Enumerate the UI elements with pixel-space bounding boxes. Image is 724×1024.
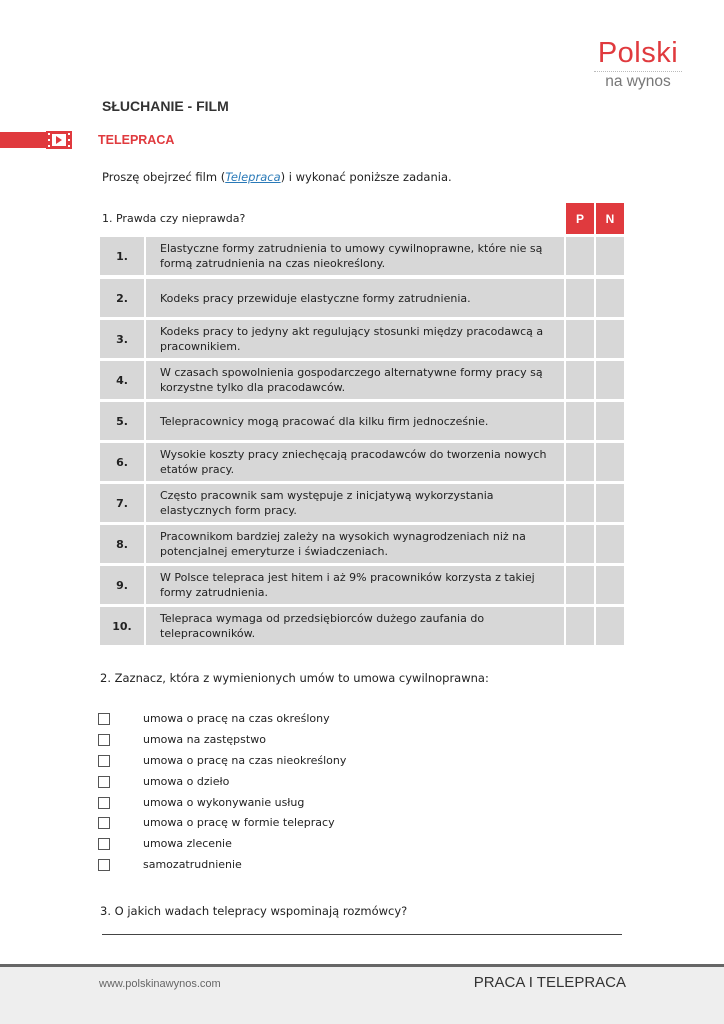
table-row (100, 402, 626, 440)
answer-cell-p[interactable] (566, 237, 594, 275)
checkbox-label: umowa o dzieło (143, 775, 230, 788)
intro-after: ) i wykonać poniższe zadania. (280, 170, 452, 184)
answer-cell-p[interactable] (566, 320, 594, 358)
row-number: 9. (100, 566, 144, 604)
footer-url[interactable]: www.polskinawynos.com (99, 978, 221, 990)
row-statement: W czasach spowolnienia gospodarczego alternatywne formy pracy są korzystne tylko dla pracodawców. (146, 361, 564, 399)
row-statement: Telepraca wymaga od przedsiębiorców dużego zaufania do telepracowników. (146, 607, 564, 645)
checkbox[interactable] (98, 797, 110, 809)
row-number: 4. (100, 361, 144, 399)
answer-cell-p[interactable] (566, 443, 594, 481)
answer-cell-n[interactable] (596, 402, 624, 440)
row-number: 5. (100, 402, 144, 440)
column-header-p: P (566, 203, 594, 234)
answer-cell-p[interactable] (566, 607, 594, 645)
checkbox[interactable] (98, 776, 110, 788)
table-row (100, 484, 626, 522)
answer-cell-n[interactable] (596, 484, 624, 522)
intro-text (102, 170, 452, 184)
task1-title: 1. Prawda czy nieprawda? (102, 212, 246, 225)
page-title: SŁUCHANIE - FILM (102, 98, 229, 114)
answer-cell-n[interactable] (596, 607, 624, 645)
logo-main-text: Polski (597, 37, 679, 69)
row-statement: Elastyczne formy zatrudnienia to umowy cywilnoprawne, które nie są formą zatrudnienia na czas nieokreślony. (146, 237, 564, 275)
checkbox[interactable] (98, 838, 110, 850)
answer-cell-p[interactable] (566, 402, 594, 440)
answer-cell-p[interactable] (566, 525, 594, 563)
row-number: 2. (100, 279, 144, 317)
logo-sub-text: na wynos (605, 73, 671, 90)
column-header-n: N (596, 203, 624, 234)
checkbox[interactable] (98, 713, 110, 725)
answer-cell-n[interactable] (596, 525, 624, 563)
film-link[interactable]: Telepraca (225, 170, 281, 184)
answer-cell-p[interactable] (566, 566, 594, 604)
table-row (100, 525, 626, 563)
logo-divider (594, 71, 682, 72)
checkbox[interactable] (98, 817, 110, 829)
answer-cell-n[interactable] (596, 320, 624, 358)
answer-cell-n[interactable] (596, 443, 624, 481)
checkbox-label: samozatrudnienie (143, 858, 242, 871)
checkbox-label: umowa o pracę na czas nieokreślony (143, 754, 347, 767)
table-row (100, 607, 626, 645)
table-row (100, 237, 626, 275)
row-number: 1. (100, 237, 144, 275)
row-number: 10. (100, 607, 144, 645)
row-statement: Kodeks pracy przewiduje elastyczne formy zatrudnienia. (146, 279, 564, 317)
checkbox[interactable] (98, 734, 110, 746)
answer-cell-p[interactable] (566, 279, 594, 317)
row-number: 7. (100, 484, 144, 522)
row-number: 3. (100, 320, 144, 358)
film-strip-icon (46, 131, 72, 149)
table-row (100, 443, 626, 481)
table-row (100, 566, 626, 604)
checkbox-label: umowa na zastępstwo (143, 733, 266, 746)
task3-title: 3. O jakich wadach telepracy wspominają rozmówcy? (100, 904, 408, 918)
answer-cell-n[interactable] (596, 279, 624, 317)
answer-cell-p[interactable] (566, 484, 594, 522)
row-number: 6. (100, 443, 144, 481)
checkbox-label: umowa o pracę na czas określony (143, 712, 330, 725)
table-row (100, 361, 626, 399)
row-statement: Pracownikom bardziej zależy na wysokich wynagrodzeniach niż na potencjalnej emeryturze i świadczeniach. (146, 525, 564, 563)
intro-before: Proszę obejrzeć film ( (102, 170, 226, 184)
answer-cell-p[interactable] (566, 361, 594, 399)
table-row (100, 320, 626, 358)
checkbox[interactable] (98, 859, 110, 871)
row-statement: Często pracownik sam występuje z inicjatywą wykorzystania elastycznych form pracy. (146, 484, 564, 522)
answer-cell-n[interactable] (596, 566, 624, 604)
answer-line[interactable] (102, 934, 622, 935)
table-row (100, 279, 626, 317)
row-statement: Wysokie koszty pracy zniechęcają pracodawców do tworzenia nowych etatów pracy. (146, 443, 564, 481)
row-number: 8. (100, 525, 144, 563)
answer-cell-n[interactable] (596, 361, 624, 399)
checkbox-label: umowa o wykonywanie usług (143, 796, 305, 809)
row-statement: Kodeks pracy to jedyny akt regulujący stosunki między pracodawcą a pracownikiem. (146, 320, 564, 358)
section-accent-bar (0, 132, 46, 148)
row-statement: W Polsce telepraca jest hitem i aż 9% pracowników korzysta z takiej formy zatrudnienia. (146, 566, 564, 604)
checkbox-label: umowa o pracę w formie telepracy (143, 816, 335, 829)
logo (590, 38, 686, 91)
answer-cell-n[interactable] (596, 237, 624, 275)
checkbox-label: umowa zlecenie (143, 837, 232, 850)
task2-title: 2. Zaznacz, która z wymienionych umów to umowa cywilnoprawna: (100, 671, 489, 685)
section-title: TELEPRACA (98, 133, 175, 147)
row-statement: Telepracownicy mogą pracować dla kilku firm jednocześnie. (146, 402, 564, 440)
footer-title: PRACA I TELEPRACA (473, 974, 626, 991)
checkbox[interactable] (98, 755, 110, 767)
